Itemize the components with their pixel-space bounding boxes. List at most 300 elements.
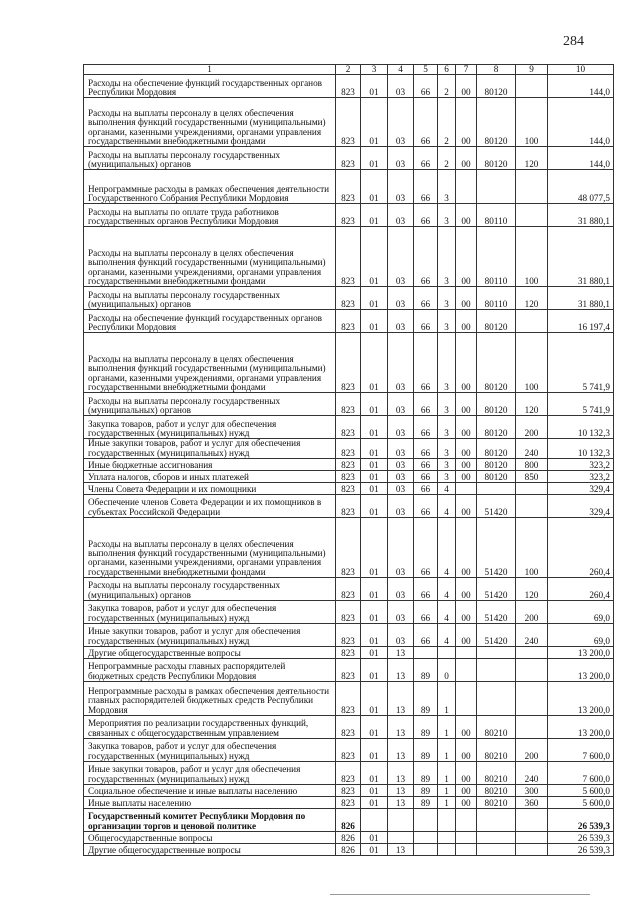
row-code-cell: 66: [414, 518, 438, 578]
row-value-cell: 329,4: [548, 483, 614, 495]
table-row: [84, 716, 614, 739]
row-code-cell: [516, 75, 548, 98]
row-code-cell: 823: [336, 310, 361, 333]
row-code-cell: 51420: [477, 624, 516, 647]
table-row: [84, 393, 614, 416]
row-code-cell: 2: [438, 98, 456, 147]
row-code-cell: 03: [388, 578, 414, 601]
row-code-cell: 80210: [477, 785, 516, 797]
row-name-cell: Иные закупки товаров, работ и услуг для обеспечения государственных (муниципальных) нужд: [84, 439, 336, 459]
row-code-cell: 01: [361, 471, 388, 483]
row-code-cell: 850: [516, 471, 548, 483]
row-code-cell: 03: [388, 393, 414, 416]
row-code-cell: [477, 170, 516, 204]
row-name-cell: Расходы на обеспечение функций государственных органов Республики Мордовия: [84, 310, 336, 333]
row-code-cell: 823: [336, 459, 361, 471]
table-row: [84, 416, 614, 439]
table-row: [84, 659, 614, 682]
table-row: [84, 459, 614, 471]
row-code-cell: 01: [361, 459, 388, 471]
table-row: [84, 439, 614, 459]
row-code-cell: 80120: [477, 75, 516, 98]
row-name-cell: Непрограммные расходы в рамках обеспечения деятельности Государственного Собрания Республики Мордовия: [84, 170, 336, 204]
row-code-cell: [414, 844, 438, 856]
row-code-cell: [477, 832, 516, 844]
row-name-cell: Закупка товаров, работ и услуг для обеспечения государственных (муниципальных) нужд: [84, 416, 336, 439]
row-value-cell: 5 741,9: [548, 393, 614, 416]
row-code-cell: 826: [336, 809, 361, 832]
row-code-cell: [477, 483, 516, 495]
row-code-cell: [388, 832, 414, 844]
row-code-cell: 3: [438, 439, 456, 459]
column-header: 9: [516, 65, 548, 75]
row-code-cell: 360: [516, 797, 548, 809]
row-code-cell: 00: [456, 393, 477, 416]
bottom-rule: [330, 894, 590, 895]
row-code-cell: 89: [414, 659, 438, 682]
row-code-cell: 120: [516, 393, 548, 416]
header-row: [84, 65, 614, 75]
row-code-cell: 00: [456, 227, 477, 287]
row-code-cell: 01: [361, 844, 388, 856]
row-code-cell: [456, 832, 477, 844]
row-code-cell: 823: [336, 762, 361, 785]
row-code-cell: 03: [388, 459, 414, 471]
row-code-cell: 823: [336, 98, 361, 147]
row-code-cell: 03: [388, 170, 414, 204]
row-code-cell: 823: [336, 601, 361, 624]
row-code-cell: 13: [388, 647, 414, 659]
row-name-cell: Обеспечение членов Совета Федерации и их помощников в субъектах Российской Федерации: [84, 495, 336, 518]
row-code-cell: [516, 832, 548, 844]
row-value-cell: 7 600,0: [548, 739, 614, 762]
row-code-cell: 89: [414, 739, 438, 762]
row-code-cell: [477, 647, 516, 659]
row-value-cell: 329,4: [548, 495, 614, 518]
row-code-cell: 200: [516, 601, 548, 624]
page-number: 284: [563, 34, 584, 49]
row-code-cell: 66: [414, 578, 438, 601]
row-code-cell: 01: [361, 439, 388, 459]
row-code-cell: 823: [336, 659, 361, 682]
row-code-cell: 89: [414, 716, 438, 739]
row-name-cell: Расходы на выплаты персоналу в целях обеспечения выполнения функций государственными (муниципальными) органами, казенными учреждениями, органами управления государственными внебюджетными фондами: [84, 98, 336, 147]
row-code-cell: 01: [361, 578, 388, 601]
row-code-cell: 13: [388, 844, 414, 856]
table-row: [84, 483, 614, 495]
row-name-cell: Закупка товаров, работ и услуг для обеспечения государственных (муниципальных) нужд: [84, 601, 336, 624]
row-code-cell: 4: [438, 483, 456, 495]
row-code-cell: 01: [361, 518, 388, 578]
row-code-cell: 51420: [477, 601, 516, 624]
table-row: [84, 287, 614, 310]
row-name-cell: Расходы на выплаты персоналу в целях обеспечения выполнения функций государственными (муниципальными) органами, казенными учреждениями, органами управления государственными внебюджетными фондами: [84, 518, 336, 578]
row-code-cell: 120: [516, 287, 548, 310]
row-code-cell: 823: [336, 785, 361, 797]
row-code-cell: 3: [438, 393, 456, 416]
row-code-cell: 3: [438, 416, 456, 439]
row-value-cell: 31 880,1: [548, 227, 614, 287]
row-code-cell: 03: [388, 333, 414, 393]
column-header: 1: [84, 65, 336, 75]
row-code-cell: 13: [388, 659, 414, 682]
row-code-cell: 80210: [477, 762, 516, 785]
table-row: [84, 578, 614, 601]
row-code-cell: 01: [361, 739, 388, 762]
row-code-cell: 01: [361, 393, 388, 416]
row-code-cell: [516, 716, 548, 739]
row-name-cell: Расходы на выплаты персоналу государственных (муниципальных) органов: [84, 578, 336, 601]
row-code-cell: [516, 844, 548, 856]
row-code-cell: 13: [388, 762, 414, 785]
column-header: 2: [336, 65, 361, 75]
row-code-cell: 00: [456, 601, 477, 624]
budget-table: [83, 64, 614, 856]
row-code-cell: 823: [336, 170, 361, 204]
row-code-cell: 4: [438, 578, 456, 601]
row-code-cell: 80120: [477, 98, 516, 147]
table-row: [84, 682, 614, 716]
row-code-cell: 00: [456, 495, 477, 518]
row-code-cell: 89: [414, 797, 438, 809]
row-value-cell: 144,0: [548, 75, 614, 98]
row-code-cell: 01: [361, 483, 388, 495]
row-code-cell: 66: [414, 75, 438, 98]
column-header: 8: [477, 65, 516, 75]
row-code-cell: 200: [516, 416, 548, 439]
row-code-cell: 01: [361, 98, 388, 147]
row-code-cell: 823: [336, 739, 361, 762]
row-code-cell: [477, 809, 516, 832]
row-name-cell: Уплата налогов, сборов и иных платежей: [84, 471, 336, 483]
row-code-cell: 66: [414, 601, 438, 624]
row-code-cell: 240: [516, 439, 548, 459]
row-code-cell: 80210: [477, 716, 516, 739]
row-code-cell: 100: [516, 227, 548, 287]
row-code-cell: 823: [336, 647, 361, 659]
row-name-cell: Иные выплаты населению: [84, 797, 336, 809]
row-value-cell: 48 077,5: [548, 170, 614, 204]
row-code-cell: 01: [361, 659, 388, 682]
row-value-cell: 13 200,0: [548, 647, 614, 659]
row-code-cell: 66: [414, 147, 438, 170]
row-code-cell: 100: [516, 518, 548, 578]
row-code-cell: 66: [414, 310, 438, 333]
row-value-cell: 13 200,0: [548, 659, 614, 682]
row-code-cell: 51420: [477, 495, 516, 518]
row-value-cell: 16 197,4: [548, 310, 614, 333]
row-code-cell: 3: [438, 204, 456, 227]
row-code-cell: [456, 809, 477, 832]
row-code-cell: 03: [388, 601, 414, 624]
table-row: [84, 809, 614, 832]
column-header: 3: [361, 65, 388, 75]
row-code-cell: 66: [414, 98, 438, 147]
row-name-cell: Другие общегосударственные вопросы: [84, 647, 336, 659]
row-code-cell: 03: [388, 227, 414, 287]
row-code-cell: 823: [336, 624, 361, 647]
table-row: [84, 147, 614, 170]
row-value-cell: 260,4: [548, 518, 614, 578]
table-row: [84, 310, 614, 333]
row-value-cell: 13 200,0: [548, 716, 614, 739]
table-row: [84, 495, 614, 518]
row-code-cell: 89: [414, 682, 438, 716]
row-code-cell: 120: [516, 147, 548, 170]
row-code-cell: 51420: [477, 518, 516, 578]
row-code-cell: 66: [414, 204, 438, 227]
row-code-cell: 01: [361, 601, 388, 624]
row-code-cell: 3: [438, 170, 456, 204]
row-code-cell: 3: [438, 471, 456, 483]
row-code-cell: 00: [456, 416, 477, 439]
row-code-cell: 80120: [477, 416, 516, 439]
row-code-cell: 00: [456, 459, 477, 471]
row-code-cell: 3: [438, 227, 456, 287]
row-code-cell: 00: [456, 762, 477, 785]
table-row: [84, 601, 614, 624]
row-code-cell: [456, 659, 477, 682]
row-code-cell: 13: [388, 797, 414, 809]
row-code-cell: [516, 483, 548, 495]
row-value-cell: 13 200,0: [548, 682, 614, 716]
table-row: [84, 647, 614, 659]
row-code-cell: 1: [438, 785, 456, 797]
table-row: [84, 471, 614, 483]
row-code-cell: 01: [361, 147, 388, 170]
row-code-cell: 03: [388, 483, 414, 495]
row-code-cell: 823: [336, 227, 361, 287]
table-row: [84, 333, 614, 393]
row-code-cell: 80110: [477, 287, 516, 310]
row-code-cell: 01: [361, 716, 388, 739]
row-code-cell: 00: [456, 624, 477, 647]
row-value-cell: 323,2: [548, 459, 614, 471]
row-code-cell: 4: [438, 601, 456, 624]
row-code-cell: 13: [388, 682, 414, 716]
row-code-cell: 823: [336, 716, 361, 739]
table-row: [84, 785, 614, 797]
row-name-cell: Расходы на выплаты персоналу в целях обеспечения выполнения функций государственными (муниципальными) органами, казенными учреждениями, органами управления государственными внебюджетными фондами: [84, 333, 336, 393]
row-name-cell: Расходы на выплаты по оплате труда работников государственных органов Республики Мордовия: [84, 204, 336, 227]
row-code-cell: 66: [414, 495, 438, 518]
row-name-cell: Общегосударственные вопросы: [84, 832, 336, 844]
row-code-cell: 66: [414, 227, 438, 287]
row-value-cell: 10 132,3: [548, 439, 614, 459]
row-code-cell: 66: [414, 459, 438, 471]
row-code-cell: 00: [456, 518, 477, 578]
row-code-cell: [516, 659, 548, 682]
row-name-cell: Расходы на выплаты персоналу государственных (муниципальных) органов: [84, 393, 336, 416]
row-value-cell: 323,2: [548, 471, 614, 483]
row-code-cell: 120: [516, 578, 548, 601]
row-code-cell: 823: [336, 416, 361, 439]
row-value-cell: 260,4: [548, 578, 614, 601]
row-value-cell: 26 539,3: [548, 809, 614, 832]
row-code-cell: 823: [336, 333, 361, 393]
row-code-cell: 80110: [477, 204, 516, 227]
column-header: 7: [456, 65, 477, 75]
row-name-cell: Непрограммные расходы в рамках обеспечения деятельности главных распорядителей бюджетных средств Республики Мордовия: [84, 682, 336, 716]
row-code-cell: 01: [361, 682, 388, 716]
row-value-cell: 144,0: [548, 98, 614, 147]
row-code-cell: 01: [361, 204, 388, 227]
row-code-cell: 66: [414, 471, 438, 483]
row-code-cell: [438, 832, 456, 844]
row-name-cell: Иные закупки товаров, работ и услуг для обеспечения государственных (муниципальных) нужд: [84, 762, 336, 785]
row-code-cell: 3: [438, 287, 456, 310]
row-value-cell: 69,0: [548, 601, 614, 624]
table-row: [84, 518, 614, 578]
table-row: [84, 739, 614, 762]
row-code-cell: 03: [388, 287, 414, 310]
row-code-cell: 89: [414, 762, 438, 785]
row-value-cell: 5 600,0: [548, 785, 614, 797]
row-code-cell: 1: [438, 682, 456, 716]
row-code-cell: 03: [388, 75, 414, 98]
row-code-cell: 80120: [477, 393, 516, 416]
row-code-cell: 00: [456, 333, 477, 393]
row-code-cell: 200: [516, 739, 548, 762]
row-code-cell: 823: [336, 797, 361, 809]
row-code-cell: 823: [336, 287, 361, 310]
row-name-cell: Непрограммные расходы главных распорядителей бюджетных средств Республики Мордовия: [84, 659, 336, 682]
table-row: [84, 762, 614, 785]
table-row: [84, 797, 614, 809]
row-code-cell: 01: [361, 495, 388, 518]
row-code-cell: 823: [336, 483, 361, 495]
row-code-cell: [456, 170, 477, 204]
row-code-cell: 80120: [477, 459, 516, 471]
row-value-cell: 31 880,1: [548, 287, 614, 310]
row-code-cell: 13: [388, 785, 414, 797]
row-code-cell: [477, 659, 516, 682]
row-code-cell: 03: [388, 518, 414, 578]
row-code-cell: [516, 682, 548, 716]
row-name-cell: Иные бюджетные ассигнования: [84, 459, 336, 471]
row-code-cell: [477, 682, 516, 716]
row-code-cell: 3: [438, 310, 456, 333]
table-body: [84, 75, 614, 856]
row-code-cell: 00: [456, 75, 477, 98]
row-name-cell: Закупка товаров, работ и услуг для обеспечения государственных (муниципальных) нужд: [84, 739, 336, 762]
table-row: [84, 624, 614, 647]
row-code-cell: 01: [361, 647, 388, 659]
row-code-cell: [414, 809, 438, 832]
row-code-cell: 300: [516, 785, 548, 797]
row-code-cell: 00: [456, 98, 477, 147]
row-code-cell: 03: [388, 204, 414, 227]
row-code-cell: [438, 844, 456, 856]
row-code-cell: 240: [516, 624, 548, 647]
row-code-cell: 01: [361, 333, 388, 393]
row-code-cell: [438, 647, 456, 659]
row-code-cell: 823: [336, 204, 361, 227]
row-code-cell: 13: [388, 716, 414, 739]
row-code-cell: [516, 170, 548, 204]
row-code-cell: 66: [414, 287, 438, 310]
row-code-cell: 00: [456, 439, 477, 459]
row-code-cell: 00: [456, 797, 477, 809]
row-code-cell: 826: [336, 832, 361, 844]
row-code-cell: 01: [361, 832, 388, 844]
row-code-cell: 66: [414, 416, 438, 439]
table-row: [84, 227, 614, 287]
row-code-cell: 03: [388, 147, 414, 170]
row-code-cell: 1: [438, 739, 456, 762]
row-code-cell: 66: [414, 170, 438, 204]
row-value-cell: 31 880,1: [548, 204, 614, 227]
column-header: 6: [438, 65, 456, 75]
row-code-cell: 1: [438, 762, 456, 785]
row-code-cell: 826: [336, 844, 361, 856]
row-code-cell: 1: [438, 797, 456, 809]
row-name-cell: Расходы на обеспечение функций государственных органов Республики Мордовия: [84, 75, 336, 98]
row-code-cell: 51420: [477, 578, 516, 601]
row-code-cell: 00: [456, 147, 477, 170]
row-code-cell: 66: [414, 333, 438, 393]
row-code-cell: 800: [516, 459, 548, 471]
row-code-cell: 100: [516, 98, 548, 147]
row-name-cell: Государственный комитет Республики Мордовия по организации торгов и ценовой политике: [84, 809, 336, 832]
row-code-cell: 66: [414, 624, 438, 647]
row-code-cell: 66: [414, 439, 438, 459]
row-code-cell: 01: [361, 75, 388, 98]
row-name-cell: Расходы на выплаты персоналу в целях обеспечения выполнения функций государственными (муниципальными) органами, казенными учреждениями, органами управления государственными внебюджетными фондами: [84, 227, 336, 287]
row-code-cell: [414, 647, 438, 659]
row-name-cell: Расходы на выплаты персоналу государственных (муниципальных) органов: [84, 147, 336, 170]
row-code-cell: 00: [456, 785, 477, 797]
row-code-cell: 00: [456, 471, 477, 483]
row-code-cell: 01: [361, 785, 388, 797]
row-name-cell: Расходы на выплаты персоналу государственных (муниципальных) органов: [84, 287, 336, 310]
row-code-cell: [516, 495, 548, 518]
row-code-cell: 80120: [477, 439, 516, 459]
column-header: 5: [414, 65, 438, 75]
row-code-cell: 00: [456, 204, 477, 227]
row-code-cell: 00: [456, 716, 477, 739]
row-value-cell: 144,0: [548, 147, 614, 170]
row-code-cell: 80110: [477, 227, 516, 287]
row-name-cell: Другие общегосударственные вопросы: [84, 844, 336, 856]
row-value-cell: 5 741,9: [548, 333, 614, 393]
row-code-cell: 01: [361, 762, 388, 785]
row-code-cell: 89: [414, 785, 438, 797]
row-code-cell: 240: [516, 762, 548, 785]
row-code-cell: 00: [456, 578, 477, 601]
row-code-cell: 823: [336, 439, 361, 459]
row-code-cell: [516, 310, 548, 333]
table-row: [84, 98, 614, 147]
row-code-cell: 01: [361, 310, 388, 333]
table-row: [84, 75, 614, 98]
row-code-cell: 2: [438, 147, 456, 170]
row-code-cell: 823: [336, 518, 361, 578]
row-code-cell: [456, 682, 477, 716]
row-value-cell: 69,0: [548, 624, 614, 647]
row-code-cell: 01: [361, 170, 388, 204]
row-code-cell: 0: [438, 659, 456, 682]
row-code-cell: [456, 483, 477, 495]
row-code-cell: 80120: [477, 471, 516, 483]
row-code-cell: 80120: [477, 310, 516, 333]
row-code-cell: 80210: [477, 797, 516, 809]
row-code-cell: 823: [336, 682, 361, 716]
row-code-cell: [516, 204, 548, 227]
row-code-cell: 3: [438, 333, 456, 393]
row-code-cell: 00: [456, 739, 477, 762]
row-code-cell: 100: [516, 333, 548, 393]
